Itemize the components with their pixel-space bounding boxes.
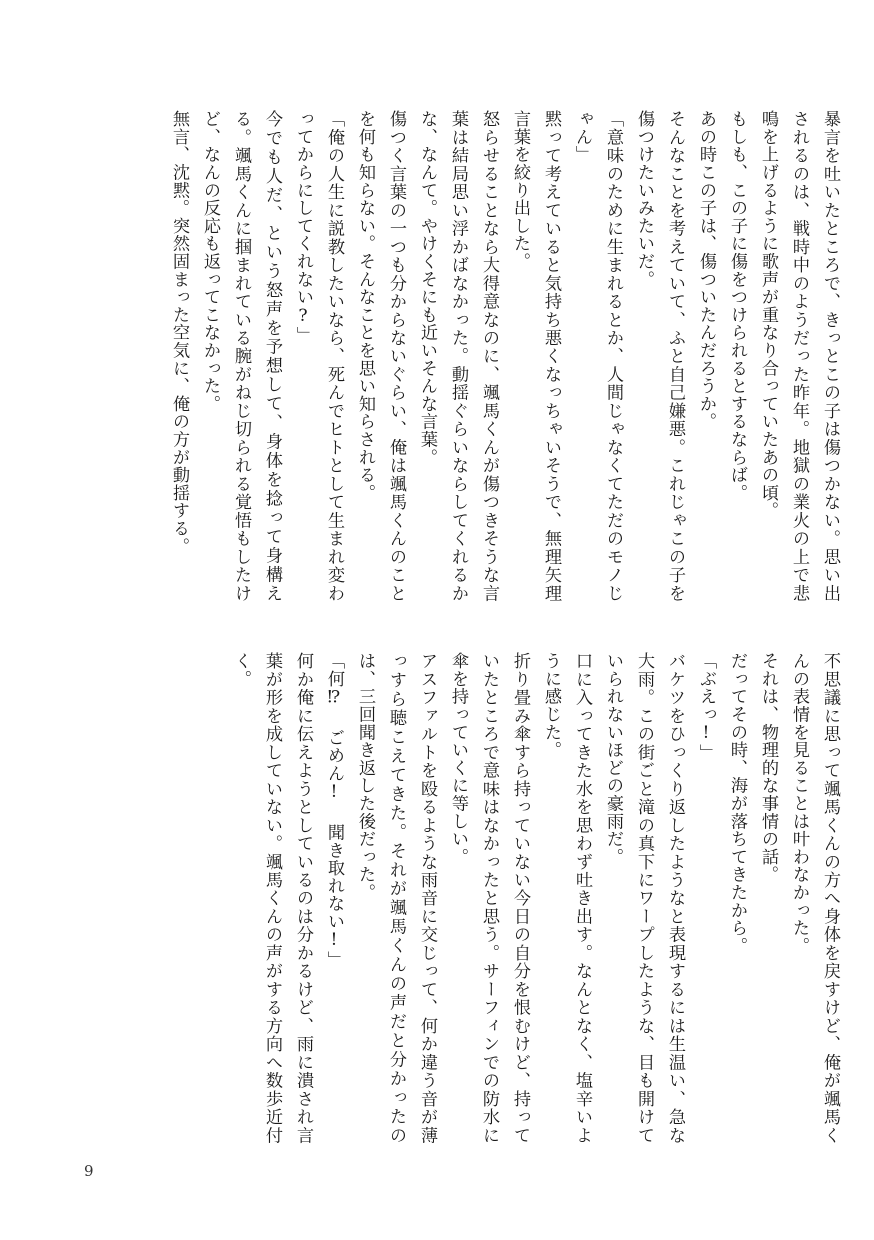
body-text-upper-para-10: 無言、沈黙。突然固まった空気に、俺の方が動揺する。 bbox=[169, 110, 189, 555]
body-text-upper-para-1: もしも、この子に傷をつけられるとするならば。 bbox=[727, 110, 747, 502]
body-text-lower-para-2: だってその時、海が落ちてきたから。 bbox=[727, 652, 747, 955]
body-text-upper-para-9: 今でも人だ、という怒声を予想して、身体を捻って身構える。颯馬くんに掴まれている腕がねじ切られる覚悟もしたけど、なんの反応も返ってこなかった。 bbox=[200, 110, 282, 602]
body-text-upper-para-3: そんなことを考えていて、ふと自己嫌悪。これじゃこの子を傷つけたいみたいだ。 bbox=[634, 110, 685, 602]
body-text-lower-para-5: 口に入ってきた水を思わず吐き出す。なんとなく、塩辛いように感じた。 bbox=[541, 652, 592, 1144]
page-number: 9 bbox=[84, 1162, 94, 1180]
body-text-lower-para-3: 「ぶえっ!」 bbox=[696, 652, 716, 762]
body-text-lower-para-6: 折り畳み傘すら持っていない今日の自分を恨むけど、持っていたところで意味はなかったと思う。サーフィンでの防水に傘を持っていくに等しい。 bbox=[448, 652, 530, 1144]
body-text-upper-para-4: 「意味のために生まれるとか、人間じゃなくてただのモノじゃん」 bbox=[572, 110, 623, 602]
body-text-upper-para-2: あの時この子は、傷ついたんだろうか。 bbox=[696, 110, 716, 431]
body-text-upper-para-0: 暴言を吐いたところで、きっとこの子は傷つかない。思い出されるのは、戦時中のようだった昨年。地獄の業火の上で悲鳴を上げるように歌声が重なり合っていたあの頃。 bbox=[758, 110, 840, 602]
body-text-upper-para-7: 傷つく言葉の一つも分からないぐらい、俺は颯馬くんのことを何も知らない。そんなことを思い知らされる。 bbox=[355, 110, 406, 602]
body-text-lower-para-9: 何か俺に伝えようとしているのは分かるけど、雨に潰され言葉が形を成していない。颯馬くんの声がする方向へ数歩近付く。 bbox=[231, 652, 313, 1144]
body-paragraph-block-lower bbox=[145, 652, 845, 1144]
body-paragraph-block-upper bbox=[145, 110, 845, 602]
body-text-lower-para-4: バケツをひっくり返したようなと表現するには生温い、急な大雨。この街ごと滝の真下にワープしたような、目も開けていられないほどの豪雨だ。 bbox=[603, 652, 685, 1144]
body-text-lower-para-0: 不思議に思って颯馬くんの方へ身体を戻すけど、俺が颯馬くんの表情を見ることは叶わなかった。 bbox=[789, 652, 840, 1144]
body-text-upper-para-6: 怒らせることなら大得意なのに、颯馬くんが傷つきそうな言葉は結局思い浮かばなかった。動揺ぐらいならしてくれるかな、なんて。やけくそにも近いそんな言葉。 bbox=[417, 110, 499, 602]
body-text-lower-para-1: それは、物理的な事情の話。 bbox=[758, 652, 778, 884]
body-text-upper-para-5: 黙って考えていると気持ち悪くなっちゃいそうで、無理矢理言葉を絞り出した。 bbox=[510, 110, 561, 602]
body-text-lower-para-8: 「何⁉ ごめん! 聞き取れない!」 bbox=[324, 652, 344, 969]
body-text-lower-para-7: アスファルトを殴るような雨音に交じって、何か違う音が薄っすら聴こえてきた。それが颯馬くんの声だと分かったのは、三回聞き返した後だった。 bbox=[355, 652, 437, 1144]
body-text-upper-para-8: 「俺の人生に説教したいなら、死んでヒトとして生まれ変わってからにしてくれない?」 bbox=[293, 110, 344, 602]
